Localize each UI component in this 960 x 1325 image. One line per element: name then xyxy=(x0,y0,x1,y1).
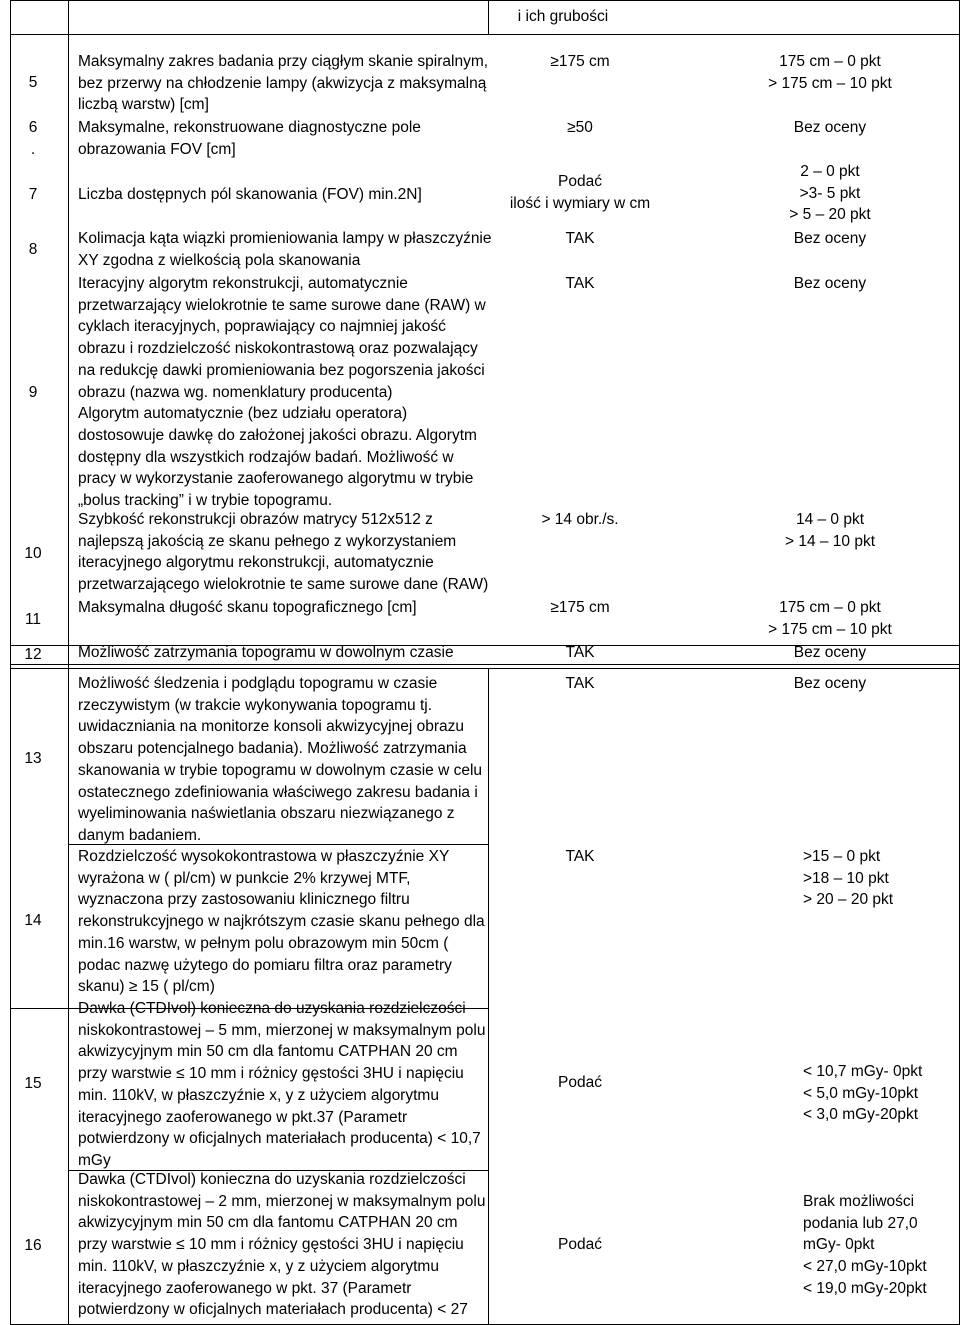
row-points: 14 – 0 pkt > 14 – 10 pkt xyxy=(784,511,876,550)
row-value: TAK xyxy=(565,644,595,661)
row-points: >15 – 0 pkt >18 – 10 pkt > 20 – 20 pkt xyxy=(803,848,894,909)
row-description: Możliwość śledzenia i podglądu topogramu w czasie rzeczywistym (w trakcie wykonywania topogramu tj. uwidaczniania na monitorze konsoli akwizycyjnej obrazu obszaru potencjalnego badania). Możliwość zatrzymania skanowania w trybie topogramu w dowolnym czasie w celu ostatecznego zdefiniowania właściwego zakresu badania i wyeliminowania naświetlania obszaru niezwiązanego z danym badaniem. xyxy=(78,675,483,844)
row-description: Liczba dostępnych pól skanowania (FOV) min.2N] xyxy=(78,186,422,203)
row-number: 16 xyxy=(24,1237,42,1254)
row-points: Bez oceny xyxy=(793,119,867,136)
row-description: Rozdzielczość wysokokontrastowa w płaszczyźnie XY wyrażona w ( pl/cm) w punkcie 2% krzywej MTF, wyznaczona przy zastosowaniu klinicznego filtru rekonstrukcyjnego w najkrótszym czasie skanu pełnego dla min.16 warstw, w pełnym polu obrazowym min 50cm ( podac nazwę użytego do pomiaru filtra oraz parametry skanu) ≥ 15 ( pl/cm) xyxy=(78,848,485,996)
rule xyxy=(10,668,960,669)
row-value: TAK xyxy=(565,230,595,247)
row-value: Podać ilość i wymiary w cm xyxy=(509,173,651,212)
row-description: Kolimacja kąta wiązki promieniowania lampy w płaszczyźnie XY zgodna z wielkością pola skanowania xyxy=(78,230,492,269)
row-number: 11 xyxy=(24,611,42,628)
row-value: Podać xyxy=(558,1236,602,1253)
row-value: > 14 obr./s. xyxy=(541,511,619,528)
row-points: 2 – 0 pkt >3- 5 pkt > 5 – 20 pkt xyxy=(789,163,871,224)
row-number: 6 . xyxy=(28,119,38,158)
row-description: Dawka (CTDIvol) konieczna do uzyskania rozdzielczości niskokontrastowej – 5 mm, mierzonej w maksymalnym polu akwizycyjnym min 50 cm dla fantomu CATPHAN 20 cm przy warstwie ≤ 10 mm i różnicy gęstości 3HU i napięciu min. 110kV, w płaszczyźnie x, y z użyciem algorytmu iteracyjnego zaoferowanego w pkt.37 (Parametr potwierdzony w oficjalnych materiałach producenta) < 10,7 mGy xyxy=(78,1000,486,1169)
row-description: Iteracyjny algorytm rekonstrukcji, automatycznie przetwarzający wielokrotnie te same surowe dane (RAW) w cyklach iteracyjnych, poprawiający co najmniej jakość obrazu i rozdzielczość niskokontrastową oraz pozwalający na redukcję dawki promieniowania bez pogorszenia jakości obrazu (nazwa wg. nomenklatury producenta) Algorytm automatycznie (bez udziału operatora) dostosowuje dawkę do założonej jakości obrazu. Algorytm dostępny dla wszystkich rodzajów badań. Możliwość w pracy w wykorzystanie zaoferowanego algorytmu w trybie „bolus tracking” i w trybie topogramu. xyxy=(78,275,486,510)
rule xyxy=(10,1008,68,1009)
border-col xyxy=(68,0,69,1325)
row-number: 10 xyxy=(24,545,42,562)
row-description: Dawka (CTDIvol) konieczna do uzyskania rozdzielczości niskokontrastowej – 2 mm, mierzonej w maksymalnym polu akwizycyjnym min 50 cm dla fantomu CATPHAN 20 cm przy warstwie ≤ 10 mm i różnicy gęstości 3HU i napięciu min. 110kV, w płaszczyźnie x, y z użyciem algorytmu iteracyjnego zaoferowanego w pkt. 37 (Parametr potwierdzony w oficjalnych materiałach producenta) < 27 xyxy=(78,1171,486,1319)
rule xyxy=(10,664,960,665)
rule xyxy=(10,0,960,1)
row-points: Bez oceny xyxy=(793,644,867,661)
row-description: Maksymalna długość skanu topograficznego [cm] xyxy=(78,599,417,616)
row-value: ≥175 cm xyxy=(550,53,610,70)
row-number: 8 xyxy=(28,241,38,258)
rule xyxy=(10,34,960,35)
row-value: TAK xyxy=(565,848,595,865)
row-number: 12 xyxy=(24,646,42,663)
row-value: ≥175 cm xyxy=(550,599,610,616)
row-points: Bez oceny xyxy=(793,230,867,247)
row-number: 13 xyxy=(24,750,42,767)
row-description: Maksymalny zakres badania przy ciągłym skanie spiralnym, bez przerwy na chłodzenie lampy (akwizycja z maksymalną liczbą warstw) [cm] xyxy=(78,53,489,114)
row-value: TAK xyxy=(565,675,595,692)
row-number: 14 xyxy=(24,912,42,929)
row-value: TAK xyxy=(565,275,595,292)
row-points: 175 cm – 0 pkt > 175 cm – 10 pkt xyxy=(768,599,892,638)
row-number: 9 xyxy=(28,384,38,401)
row-description: Możliwość zatrzymania topogramu w dowolnym czasie xyxy=(78,644,454,661)
row-number: 7 xyxy=(28,186,38,203)
row-points: Bez oceny xyxy=(793,675,867,692)
row-number: 5 xyxy=(28,74,38,91)
row-points: Brak możliwości podania lub 27,0 mGy- 0pkt < 27,0 mGy-10pkt < 19,0 mGy-20pkt xyxy=(803,1193,927,1297)
row-value: ≥50 xyxy=(567,119,593,136)
row-points: Bez oceny xyxy=(793,275,867,292)
row-value: Podać xyxy=(558,1074,602,1091)
row-description: Maksymalne, rekonstruowane diagnostyczne pole obrazowania FOV [cm] xyxy=(78,119,421,158)
row-points: < 10,7 mGy- 0pkt < 5,0 mGy-10pkt < 3,0 mGy-20pkt xyxy=(803,1063,923,1124)
row-description: Szybkość rekonstrukcji obrazów matrycy 512x512 z najlepszą jakością ze skanu pełnego z wykorzystaniem iteracyjnego algorytmu rekonstrukcji, automatycznie przetwarzającego wielokrotnie te same surowe dane (RAW) xyxy=(78,511,489,594)
row-points: 175 cm – 0 pkt > 175 cm – 10 pkt xyxy=(768,53,892,92)
header-fragment: i ich grubości xyxy=(517,8,609,25)
row-number: 15 xyxy=(24,1075,42,1092)
